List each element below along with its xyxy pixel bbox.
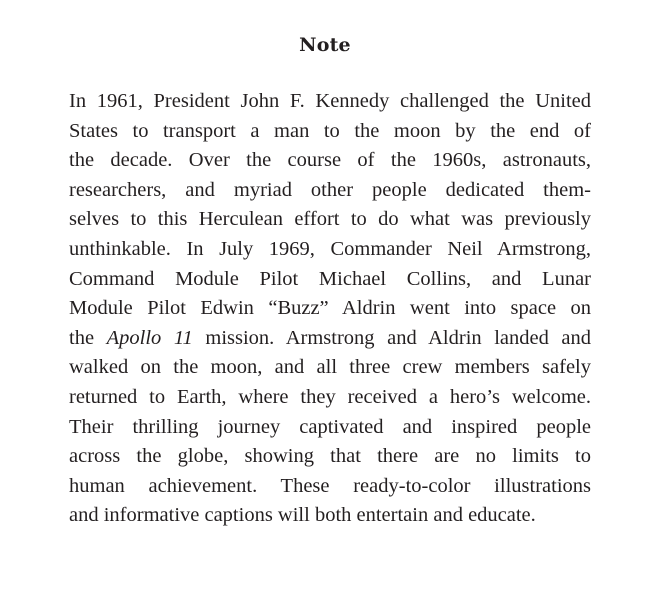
body-line: unthinkable. In July 1969, Commander Neil Armstrong, <box>69 237 591 260</box>
body-line-with-italic <box>69 324 591 354</box>
body-line: Module Pilot Edwin “Buzz” Aldrin went into space on <box>69 297 591 320</box>
body-text-segment: the <box>69 326 107 349</box>
body-line: human achievement. These ready-to-color illustrations <box>69 474 591 497</box>
note-body <box>69 87 591 531</box>
body-line: walked on the moon, and all three crew members safely <box>69 356 591 379</box>
body-line: Command Module Pilot Michael Collins, and Lunar <box>69 267 591 290</box>
body-line: States to transport a man to the moon by the end of <box>69 119 591 142</box>
body-line: selves to this Herculean effort to do what was previously <box>69 208 591 231</box>
body-line: researchers, and myriad other people dedicated them- <box>69 178 591 201</box>
body-line: Their thrilling journey captivated and inspired people <box>69 415 591 438</box>
body-line: returned to Earth, where they received a hero’s welcome. <box>69 385 591 408</box>
mission-name: Apollo 11 <box>106 326 193 349</box>
body-text-segment: mission. Armstrong and Aldrin landed and <box>192 326 591 349</box>
body-line: across the globe, showing that there are no limits to <box>69 445 591 468</box>
note-heading: Note <box>299 34 351 56</box>
body-line: the decade. Over the course of the 1960s, astronauts, <box>69 149 591 172</box>
body-line: In 1961, President John F. Kennedy challenged the United <box>69 90 591 112</box>
body-line: and informative captions will both entertain and educate. <box>69 504 536 527</box>
